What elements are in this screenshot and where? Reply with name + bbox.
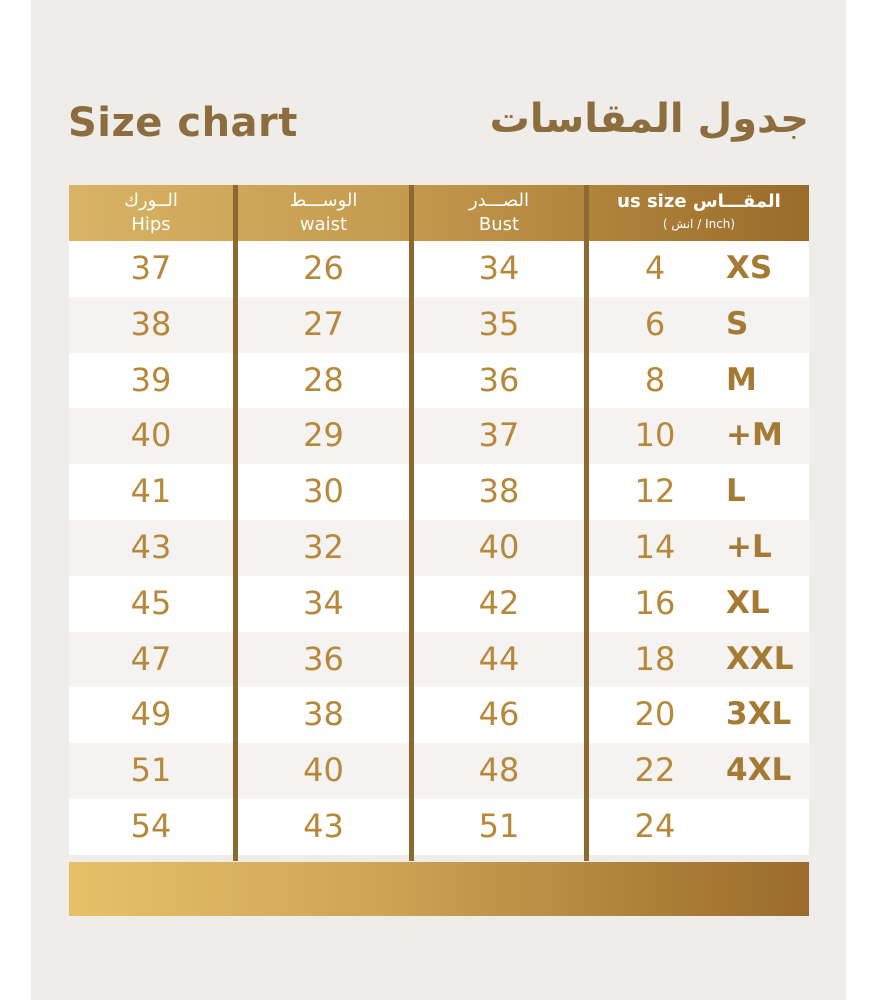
cell-waist: 30 xyxy=(303,472,344,511)
table-row xyxy=(69,241,809,297)
cell-label: +M xyxy=(726,417,783,454)
cell-bust: 48 xyxy=(478,751,520,790)
table-row xyxy=(69,799,809,855)
cell-hips: 40 xyxy=(130,416,172,455)
cell-label: 3XL xyxy=(726,696,792,733)
cell-us: 18 xyxy=(634,639,676,678)
cell-hips: 39 xyxy=(130,360,172,399)
cell-bust: 35 xyxy=(478,304,520,343)
table-header xyxy=(69,185,809,241)
cell-label: +L xyxy=(726,528,772,565)
cell-label: 4XL xyxy=(726,752,792,789)
cell-hips: 51 xyxy=(130,751,172,790)
cell-bust: 42 xyxy=(478,583,520,622)
cell-label xyxy=(726,799,809,855)
cell-hips: 54 xyxy=(130,806,172,845)
header-hips-ar: الــورك xyxy=(124,190,178,211)
header-size-title: us size المقـــاس xyxy=(617,191,781,212)
cell-label: L xyxy=(726,473,746,510)
table-row xyxy=(69,464,809,520)
cell-hips: 37 xyxy=(130,249,172,287)
header-hips-en: Hips xyxy=(131,214,171,235)
cell-us: 14 xyxy=(634,527,676,566)
table-row xyxy=(69,353,809,409)
cell-bust: 44 xyxy=(478,639,520,678)
title-english: Size chart xyxy=(68,100,298,146)
cell-hips: 38 xyxy=(130,304,172,343)
header-waist xyxy=(238,185,409,241)
header-bust-ar: الصـــدر xyxy=(468,190,530,211)
cell-bust: 51 xyxy=(478,806,520,845)
cell-label: XXL xyxy=(726,640,794,677)
cell-waist: 38 xyxy=(303,695,344,734)
cell-us: 20 xyxy=(634,695,676,734)
cell-hips: 45 xyxy=(130,583,172,622)
cell-us: 16 xyxy=(634,583,676,622)
footer-bar xyxy=(69,862,809,916)
cell-us: 10 xyxy=(634,416,676,455)
table-row xyxy=(69,297,809,353)
table-row xyxy=(69,520,809,576)
cell-label: S xyxy=(726,305,749,342)
cell-label: XL xyxy=(726,584,770,621)
cell-waist: 32 xyxy=(303,527,344,566)
cell-hips: 41 xyxy=(130,472,172,511)
header-waist-en: waist xyxy=(299,214,348,235)
column-divider xyxy=(409,185,414,861)
title-arabic: جدول المقاسات xyxy=(489,96,809,142)
header-size xyxy=(589,185,809,241)
header-bust xyxy=(414,185,584,241)
cell-us: 12 xyxy=(634,472,676,511)
cell-waist: 27 xyxy=(303,304,344,343)
cell-bust: 38 xyxy=(478,472,520,511)
cell-waist: 36 xyxy=(303,639,344,678)
cell-us: 24 xyxy=(634,806,676,845)
cell-hips: 49 xyxy=(130,695,172,734)
cell-waist: 28 xyxy=(303,360,344,399)
cell-bust: 46 xyxy=(478,695,520,734)
cell-label: M xyxy=(726,361,757,398)
table-row xyxy=(69,408,809,464)
header-size-unit: ( انش / Inch) xyxy=(662,217,736,231)
cell-us: 8 xyxy=(644,360,666,399)
cell-bust: 34 xyxy=(478,249,520,287)
cell-waist: 40 xyxy=(303,751,344,790)
header-hips xyxy=(69,185,233,241)
cell-hips: 47 xyxy=(130,639,172,678)
cell-label: XS xyxy=(726,250,773,286)
size-table xyxy=(69,185,809,855)
table-body xyxy=(69,241,809,855)
cell-waist: 26 xyxy=(303,249,344,287)
table-row xyxy=(69,743,809,799)
header-waist-ar: الوســـط xyxy=(289,190,358,211)
table-row xyxy=(69,687,809,743)
cell-bust: 36 xyxy=(478,360,520,399)
cell-bust: 40 xyxy=(478,527,520,566)
column-divider xyxy=(584,185,589,861)
cell-us: 22 xyxy=(634,751,676,790)
cell-waist: 34 xyxy=(303,583,344,622)
column-divider xyxy=(233,185,238,861)
cell-hips: 43 xyxy=(130,527,172,566)
table-row xyxy=(69,576,809,632)
cell-us: 4 xyxy=(644,249,666,287)
cell-waist: 43 xyxy=(303,806,344,845)
table-row xyxy=(69,632,809,688)
cell-bust: 37 xyxy=(478,416,520,455)
cell-waist: 29 xyxy=(303,416,344,455)
cell-us: 6 xyxy=(644,304,666,343)
header-bust-en: Bust xyxy=(478,214,520,235)
